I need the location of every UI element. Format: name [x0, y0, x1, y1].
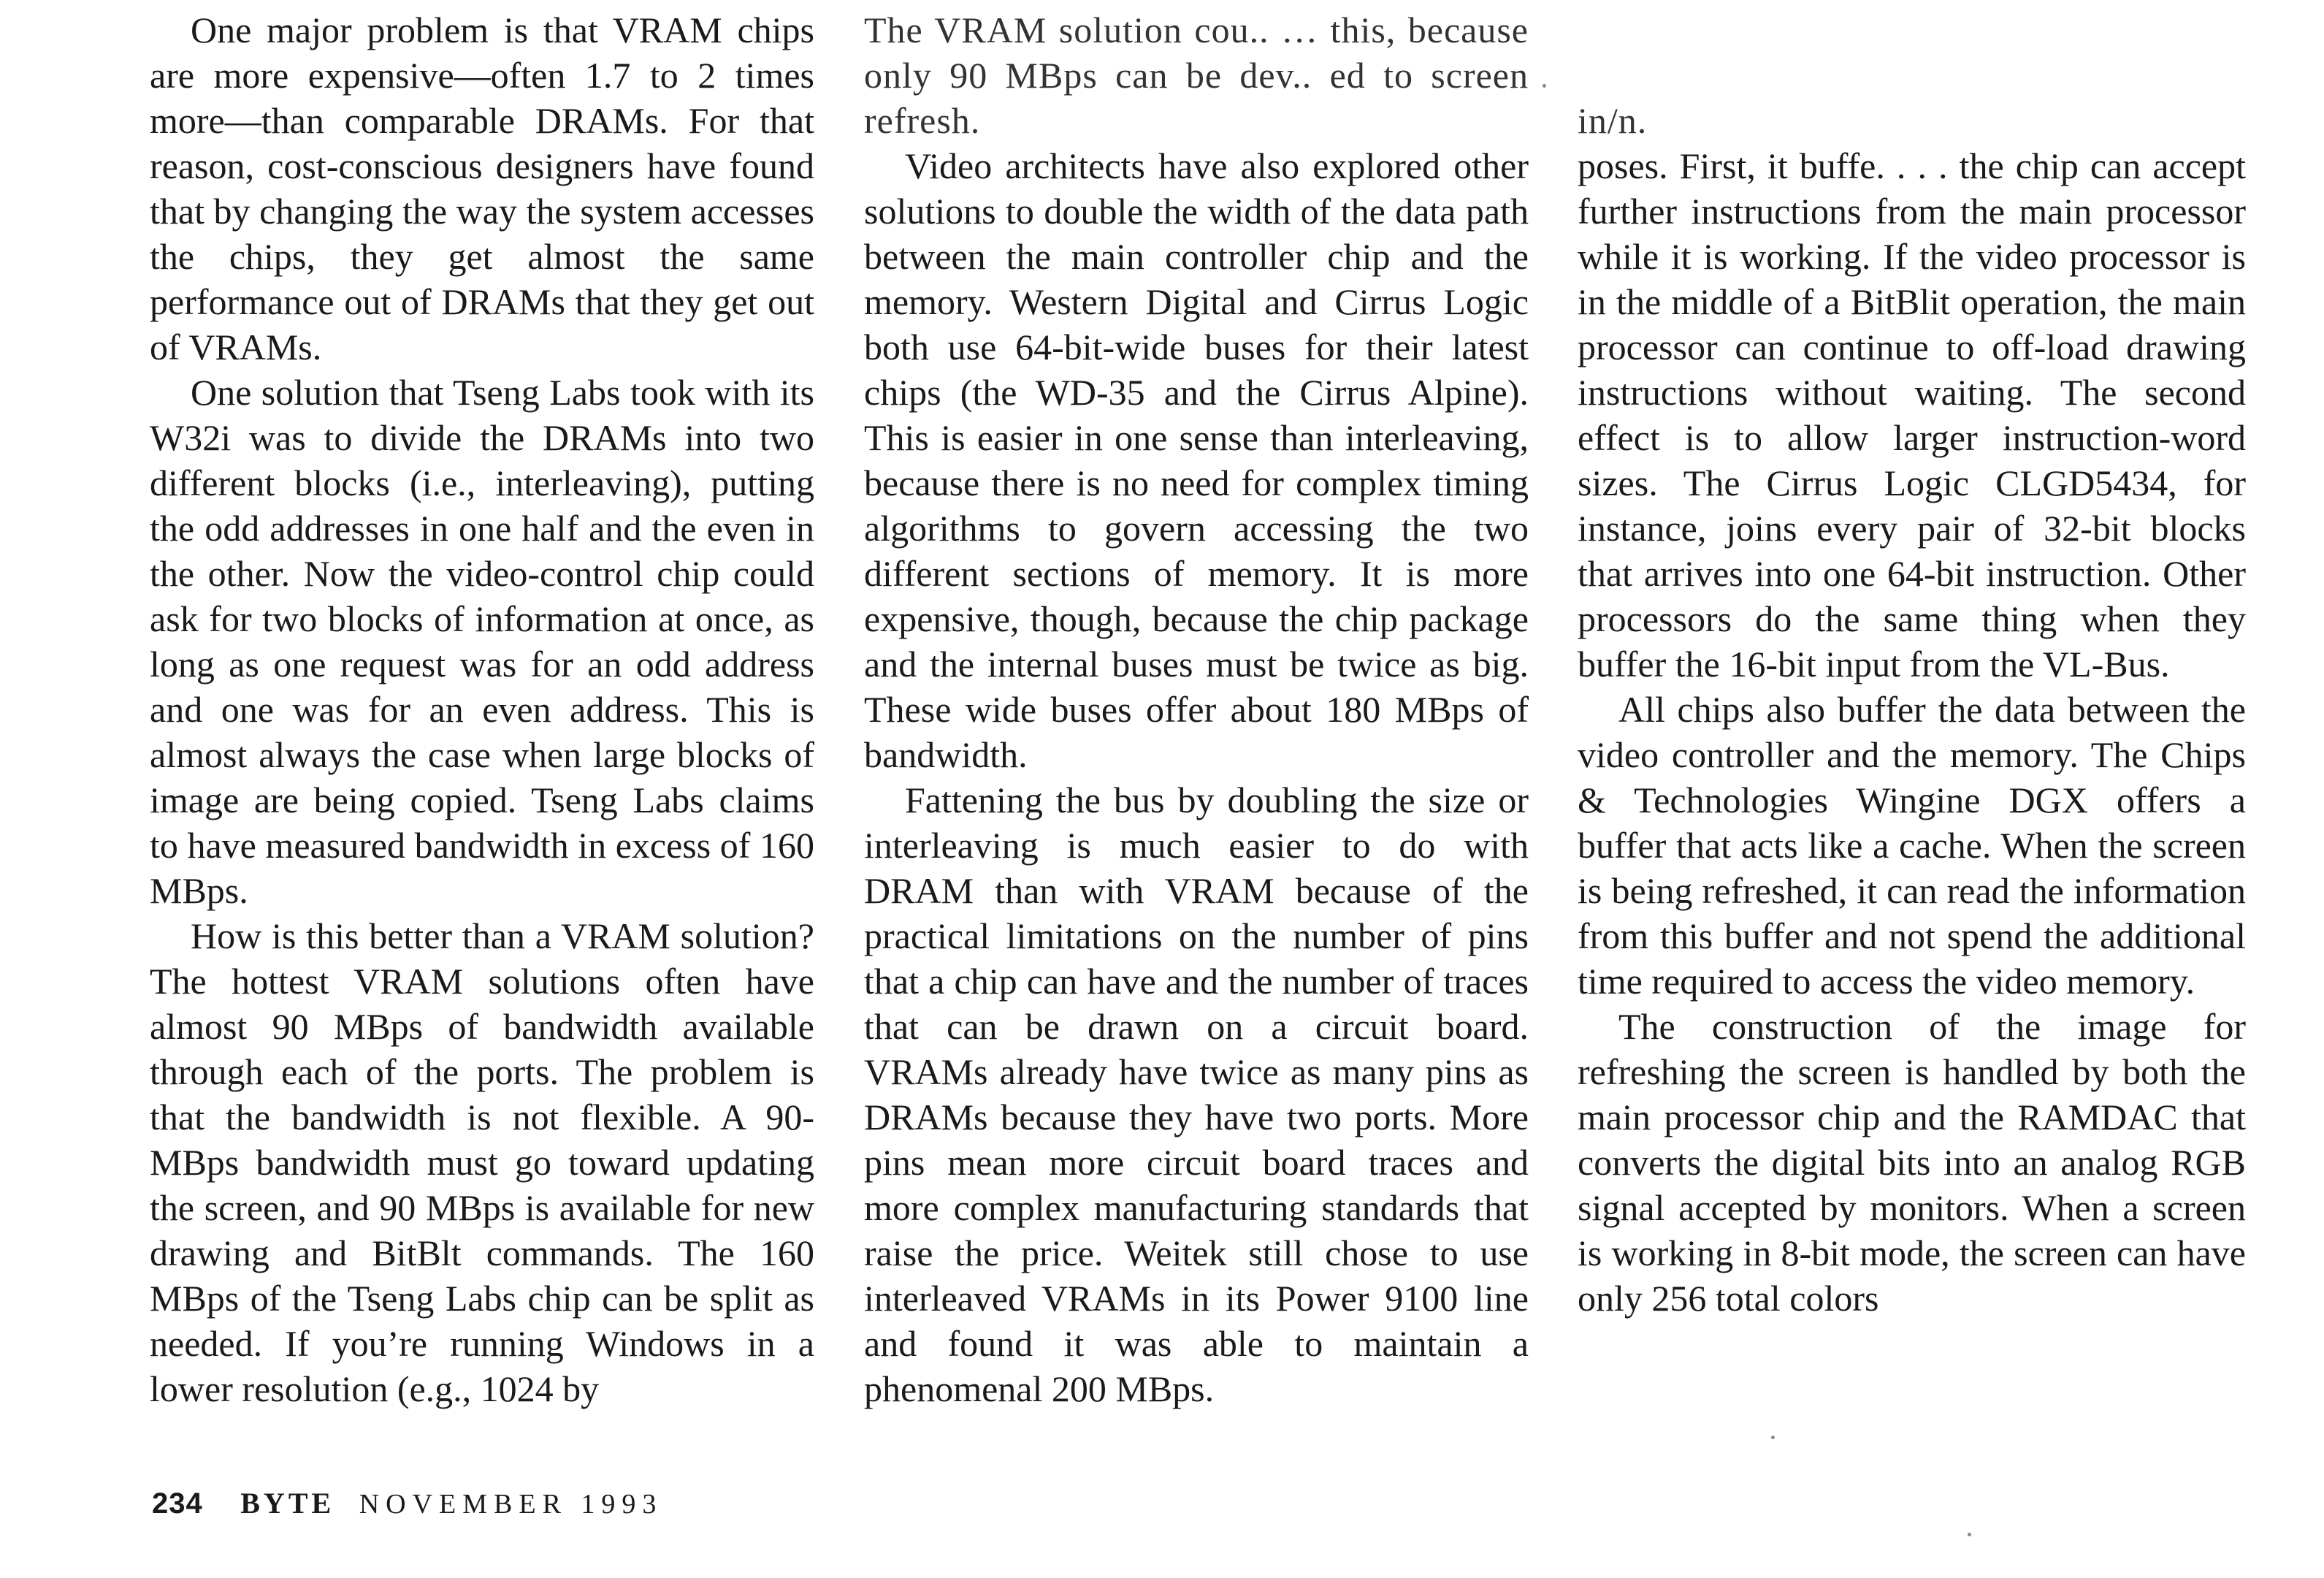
paragraph-fattening-bus: Fattening the bus by doubling the size or interleaving is much easier to do with DRAM than with VRAM because of the practical limitations on the number of pins that a chip can have and the number of traces that can be drawn on a circuit board. VRAMs already have twice as many pins as DRAMs because they have two ports. More pins mean more circuit board traces and more complex manufacturing standards that raise the price. Weitek still chose to use interleaved VRAMs in its Power 9100 line and found it was able to maintain a phenomenal 200 MBps. [864, 780, 1529, 1409]
paragraph-vram-solution-continued: The VRAM solution cou.. … this, because only 90 MBps can be dev.. ed to screen refresh. [864, 9, 1529, 141]
paragraph-buffer-cache: All chips also buffer the data between the video controller and the memory. The Chips & Technologies Wingine DGX offers a buffer that acts like a cache. When the screen is being refreshed, it can read the information from this buffer and not spend the additional time required to access the video memory. [1578, 689, 2246, 1002]
page-footer [152, 1487, 662, 1520]
print-speck [1968, 1533, 1971, 1536]
magazine-name: BYTE [240, 1487, 335, 1520]
text-column-3 [1578, 7, 2246, 1321]
text-column-2 [864, 7, 1529, 1411]
text-column-1 [150, 7, 814, 1411]
print-speck [1771, 1436, 1775, 1439]
paragraph-tseng-interleaving: One solution that Tseng Labs took with its W32i was to divide the DRAMs into two different blocks (i.e., interleaving), putting the odd addresses in one half and the even in the other. Now the video-control chip could ask for two blocks of information at once, as long as one request was for an odd address and one was for an even address. This is almost always the case when large blocks of image are being copied. Tseng Labs claims to have measured bandwidth in excess of 160 MBps. [150, 372, 814, 911]
paragraph-fragment-top: in/n. [1578, 100, 1648, 141]
paragraph-ramdac: The construction of the image for refreshing the screen is handled by both the main processor chip and the RAMDAC that converts the digital bits into an analog RGB signal accepted by monitors. When a screen is working in 8-bit mode, the screen can have only 256 total colors [1578, 1006, 2246, 1319]
paragraph-vram-cost: One major problem is that VRAM chips are more expensive—often 1.7 to 2 times more—than comparable DRAMs. For that reason, cost-conscious designers have found that by changing the way the system accesses the chips, they get almost the same performance out of DRAMs that they get out of VRAMs. [150, 9, 814, 367]
print-speck [1543, 84, 1546, 88]
page-number: 234 [152, 1487, 203, 1520]
paragraph-wide-buses: Video architects have also explored other solutions to double the width of the data path between the main controller chip and the memory. Western Digital and Cirrus Logic both use 64-bit-wide buses for their latest chips (the WD-35 and the Cirrus Alpine). This is easier in one sense than interleaving, because there is no need for complex timing algorithms to govern accessing the two different sections of memory. It is more expensive, though, because the chip package and the internal buses must be twice as big. These wide buses offer about 180 MBps of bandwidth. [864, 145, 1529, 775]
issue-date: NOVEMBER 1993 [359, 1489, 663, 1520]
paragraph-vram-comparison: How is this better than a VRAM solution? The hottest VRAM solutions often have almost 90 MBps of bandwidth available through each of the ports. The problem is that the bandwidth is not flexible. A 90-MBps bandwidth must go toward updating the screen, and 90 MBps is available for new drawing and BitBlt commands. The 160 MBps of the Tseng Labs chip can be split as needed. If you’re running Windows in a lower resolution (e.g., 1024 by [150, 915, 814, 1409]
paragraph-buffer-purposes: poses. First, it buffe. . . . the chip can accept further instructions from the main processor while it is working. If the video processor is in the middle of a BitBlit operation, the main processor can continue to off-load drawing instructions without waiting. The second effect is to allow larger instruction-word sizes. The Cirrus Logic CLGD5434, for instance, joins every pair of 32-bit blocks that arrives into one 64-bit instruction. Other processors do the same thing when they buffer the 16-bit input from the VL-Bus. [1578, 145, 2246, 685]
